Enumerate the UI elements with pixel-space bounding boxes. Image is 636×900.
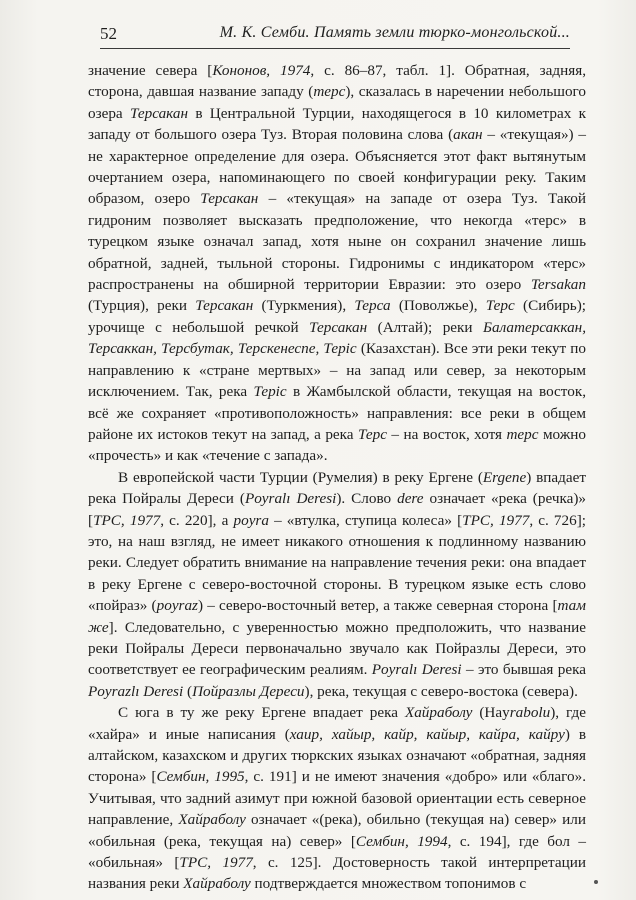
text-run: ( bbox=[183, 682, 193, 700]
text-run: (Туркмения), bbox=[253, 297, 355, 315]
text-run: В европейской части Турции (Румелия) в реку Ергене ( bbox=[118, 468, 483, 486]
italic-run: там же bbox=[88, 597, 586, 636]
text-run: ) в алтайском, казахском и других тюркских языках означают «обратная, задняя сторона» [ bbox=[88, 725, 586, 786]
italic-run: Poyralı Deresi bbox=[371, 661, 462, 679]
italic-run: TPC, 1977 bbox=[179, 854, 253, 872]
italic-run: Балатерсаккан, Терсаккан, Терсбутак, Терскенеспе, Терiс bbox=[88, 318, 586, 358]
italic-run: rabolu bbox=[509, 704, 551, 722]
paragraph-2 bbox=[88, 467, 586, 702]
text-run: , с. 125]. Достоверность такой интерпретации названия реки bbox=[88, 854, 586, 893]
italic-run: dere bbox=[397, 490, 424, 508]
page-number: 52 bbox=[100, 24, 117, 43]
text-run: ) впадает река Пойралы Дереси ( bbox=[88, 468, 586, 508]
text-run: ), река, текущая с северо-востока (севера). bbox=[304, 682, 578, 700]
italic-run: TPC, 1977 bbox=[462, 511, 530, 529]
page-speck bbox=[594, 880, 598, 884]
text-run: ), сказалась в наречении небольшого озера bbox=[88, 83, 586, 122]
text-run: , с. 86–87, табл. 1]. Обратная, задняя, сторона, давшая название западу ( bbox=[88, 62, 587, 101]
italic-run: TPC, 1977 bbox=[93, 511, 161, 529]
italic-run: Пойразлы Дереси bbox=[192, 682, 305, 700]
italic-run: Терсакан bbox=[309, 318, 368, 336]
italic-run: Терiс bbox=[253, 383, 287, 401]
italic-run: Хайраболу bbox=[183, 875, 251, 893]
italic-run: poyraz bbox=[156, 597, 198, 615]
italic-run: poyra bbox=[233, 511, 269, 529]
text-run: ) – северо-восточный ветер, а также северная сторона [ bbox=[197, 597, 558, 615]
text-run: , с. 726]; это, на наш взгляд, не имеет никакого отношения к подлинному названию реки. Следует обратить внимание на направление течения реки: она впадает в реку Ергене с северо-восточной стороны. В турецком языке есть слово «пойраз» ( bbox=[88, 511, 586, 615]
italic-run: Хайраболу bbox=[404, 704, 473, 722]
running-head: М. К. Семби. Память земли тюрко-монгольской... bbox=[219, 24, 570, 41]
text-run: С юга в ту же реку Ергене впадает река bbox=[118, 704, 405, 722]
text-run: , с. 191] и не имеют значения «добро» или «благо». Учитывая, что задний азимут при южной базовой ориентации есть северное направление, bbox=[88, 768, 587, 829]
italic-run: Терса bbox=[354, 297, 391, 315]
text-run: (Алтай); реки bbox=[367, 318, 484, 336]
text-run: подтверждается множеством топонимов с bbox=[250, 875, 527, 893]
italic-run: Терсакан bbox=[195, 297, 254, 315]
italic-run: Сембин, 1995 bbox=[156, 768, 245, 786]
italic-run: Poyrazlı Deresi bbox=[88, 682, 184, 700]
italic-run: Кононов, 1974 bbox=[212, 62, 311, 79]
paragraph-3 bbox=[88, 702, 586, 895]
italic-run: акан bbox=[453, 126, 483, 144]
italic-run: Терс bbox=[357, 425, 387, 443]
italic-run: Терсакан bbox=[129, 104, 189, 122]
italic-run: терс bbox=[506, 425, 539, 443]
italic-run: Хайраболу bbox=[178, 811, 246, 829]
italic-run: Tersakan bbox=[530, 276, 586, 294]
text-run: (Казахстан). Все эти реки текут по направлению к «стране мертвых» – на запад или север, за некоторым исключением. Так, река bbox=[88, 340, 587, 401]
text-run: означает «река (речка)» [ bbox=[88, 490, 586, 529]
text-run: в Жамбылской области, текущая на восток, всё же сохраняет «противоположность» направления: все реки в общем районе их истоков текут на запад, а река bbox=[88, 383, 586, 443]
text-run: можно «прочесть» и как «течение с запада». bbox=[88, 425, 586, 465]
text-run: в Центральной Турции, находящегося в 10 километрах к западу от большого озера Туз. Вторая половина слова ( bbox=[88, 104, 586, 144]
text-run: (Поволжье), bbox=[390, 297, 486, 315]
text-run: – «втулка, ступица колеса» [ bbox=[268, 511, 463, 529]
text-run: (Сибирь); урочище с небольшой речкой bbox=[88, 297, 586, 336]
italic-run: терс bbox=[313, 83, 346, 101]
text-run: – на восток, хотя bbox=[386, 425, 507, 443]
italic-run: Poyralı Deresi bbox=[244, 490, 337, 508]
paragraph-1 bbox=[88, 60, 586, 467]
text-run: означает «(река), обильно (текущая на) север» или «обильная (река, текущая на) север» [ bbox=[88, 811, 586, 850]
text-run: (Турция), реки bbox=[88, 297, 196, 315]
text-run: – «текущая») – не характерное определение для озера. Объясняется этот факт вытянутым очертанием озера, напоминающего по своей конфигурации реку. Таким образом, озеро bbox=[88, 126, 586, 208]
italic-run: хаир, хайыр, кайр, кайыр, кайра, кайру bbox=[289, 725, 565, 743]
italic-run: Ergene bbox=[482, 468, 527, 486]
page-header bbox=[100, 22, 570, 49]
text-run: – это бывшая река bbox=[461, 661, 587, 679]
text-run: (Hay bbox=[472, 704, 510, 722]
italic-run: Терсакан bbox=[200, 190, 259, 208]
text-run: – «текущая» на западе от озера Туз. Такой гидроним позволяет высказать предположение, что некогда «терс» в турецком языке означал запад, хотя ныне он сохранил значение лишь обратной, задней, тыльной стороны. Гидронимы с индикатором «терс» распространены на обширной территории Евразии: это озеро bbox=[88, 190, 586, 294]
text-run: , с. 220], а bbox=[160, 511, 234, 529]
text-run: ), где «хайра» и иные написания ( bbox=[88, 704, 586, 743]
text-run: ]. Следовательно, с уверенностью можно предположить, что название реки Пойралы Дереси первоначально звучало как Пойразлы Дереси, это соответствует ее географическим реалиям. bbox=[88, 618, 586, 679]
body-text bbox=[88, 60, 586, 895]
text-run: значение севера [ bbox=[88, 62, 213, 79]
text-run: , с. 194], где бол – «обильная» [ bbox=[88, 832, 586, 872]
italic-run: Терс bbox=[485, 297, 515, 315]
italic-run: Сембин, 1994 bbox=[355, 832, 448, 850]
text-run: ). Слово bbox=[336, 490, 398, 508]
